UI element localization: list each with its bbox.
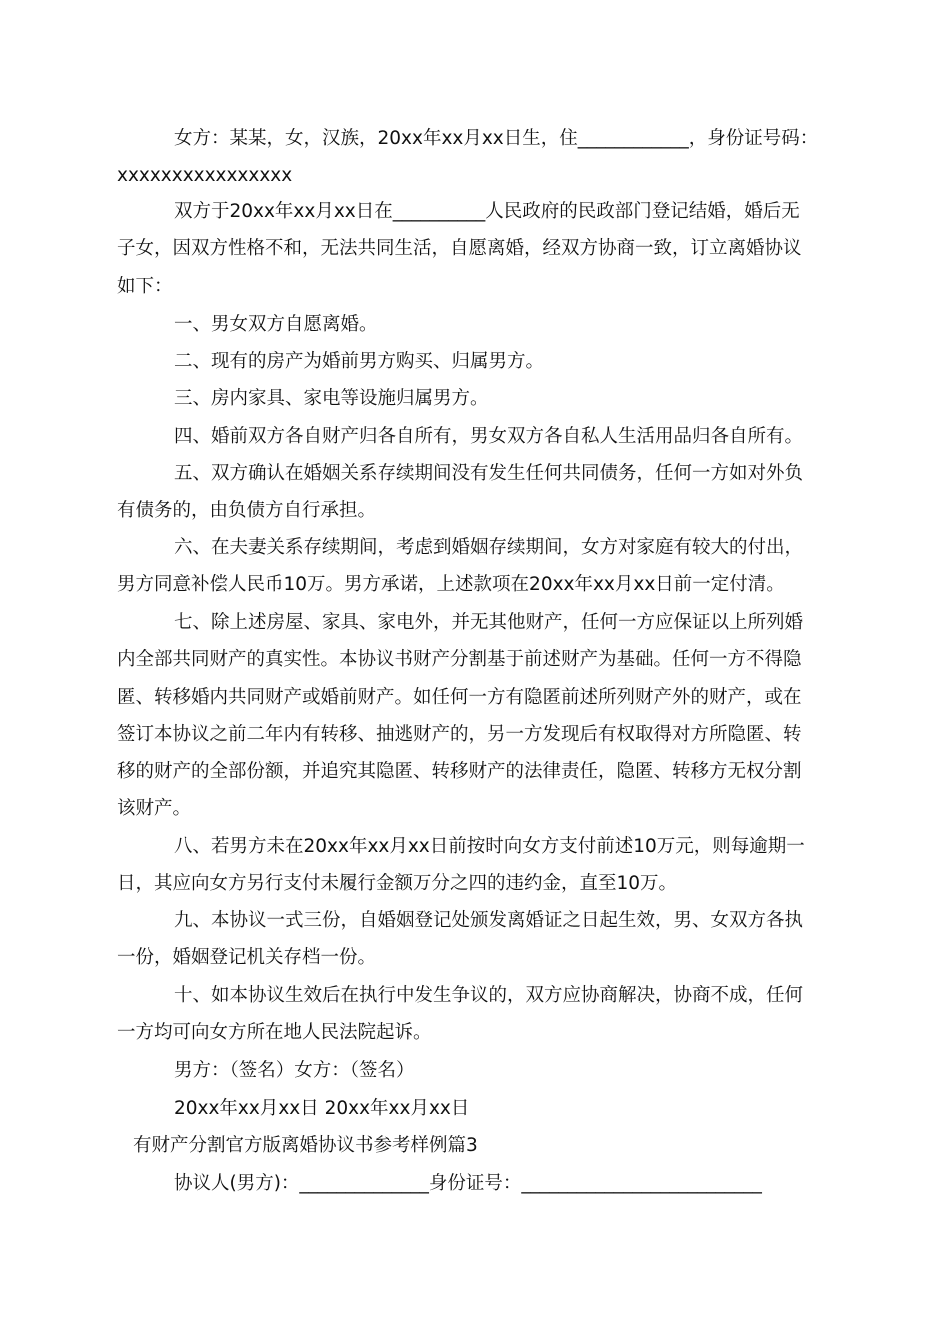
text-line: 一份，婚姻登记机关存档一份。 <box>117 947 377 968</box>
text-line: 双方于20xx年xx月xx日在__________人民政府的民政部门登记结婚，婚后无 <box>174 201 800 222</box>
text-line: 签订本协议之前二年内有转移、抽逃财产的，另一方发现后有权取得对方所隐匿、转 <box>117 724 802 745</box>
text-line: 子女，因双方性格不和，无法共同生活，自愿离婚，经双方协商一致，订立离婚协议 <box>117 238 802 259</box>
text-line: 该财产。 <box>117 798 192 819</box>
text-line: 协议人(男方)：______________身份证号：__________________________ <box>174 1173 762 1194</box>
text-line: 一、男女双方自愿离婚。 <box>174 314 378 335</box>
text-line: 三、房内家具、家电等设施归属男方。 <box>174 388 489 409</box>
text-line: 内全部共同财产的真实性。本协议书财产分割基于前述财产为基础。任何一方不得隐 <box>117 649 802 670</box>
text-line: 日，其应向女方另行支付未履行金额万分之四的违约金，直至10万。 <box>117 873 678 894</box>
text-line: 二、现有的房产为婚前男方购买、归属男方。 <box>174 351 545 372</box>
text-line: 20xx年xx月xx日 20xx年xx月xx日 <box>174 1098 470 1119</box>
text-line: 八、若男方未在20xx年xx月xx日前按时向女方支付前述10万元，则每逾期一 <box>174 836 805 857</box>
text-line: 男方同意补偿人民币10万。男方承诺，上述款项在20xx年xx月xx日前一定付清。 <box>117 574 785 595</box>
text-line: 六、在夫妻关系存续期间，考虑到婚姻存续期间，女方对家庭有较大的付出， <box>174 537 804 558</box>
text-line: 如下： <box>117 276 173 297</box>
section-heading: 有财产分割官方版离婚协议书参考样例篇3 <box>133 1135 478 1156</box>
text-line: 移的财产的全部份额，并追究其隐匿、转移财产的法律责任，隐匿、转移方无权分割 <box>117 761 802 782</box>
text-line: 七、除上述房屋、家具、家电外，并无其他财产，任何一方应保证以上所列婚 <box>174 612 804 633</box>
text-line: 四、婚前双方各自财产归各自所有，男女双方各自私人生活用品归各自所有。 <box>174 426 804 447</box>
text-line: 男方：（签名）女方：（签名） <box>174 1060 415 1081</box>
text-line: 十、如本协议生效后在执行中发生争议的，双方应协商解决，协商不成，任何 <box>174 985 804 1006</box>
text-line: 女方：某某，女，汉族，20xx年xx月xx日生，住____________，身份证号码： <box>174 128 819 149</box>
text-line: 有债务的，由负债方自行承担。 <box>117 500 377 521</box>
text-line: 五、双方确认在婚姻关系存续期间没有发生任何共同债务，任何一方如对外负 <box>174 463 804 484</box>
text-line: 匿、转移婚内共同财产或婚前财产。如任何一方有隐匿前述所列财产外的财产，或在 <box>117 687 802 708</box>
text-line: xxxxxxxxxxxxxxxx <box>117 165 293 186</box>
text-line: 一方均可向女方所在地人民法院起诉。 <box>117 1022 432 1043</box>
text-line: 九、本协议一式三份，自婚姻登记处颁发离婚证之日起生效，男、女双方各执 <box>174 910 804 931</box>
